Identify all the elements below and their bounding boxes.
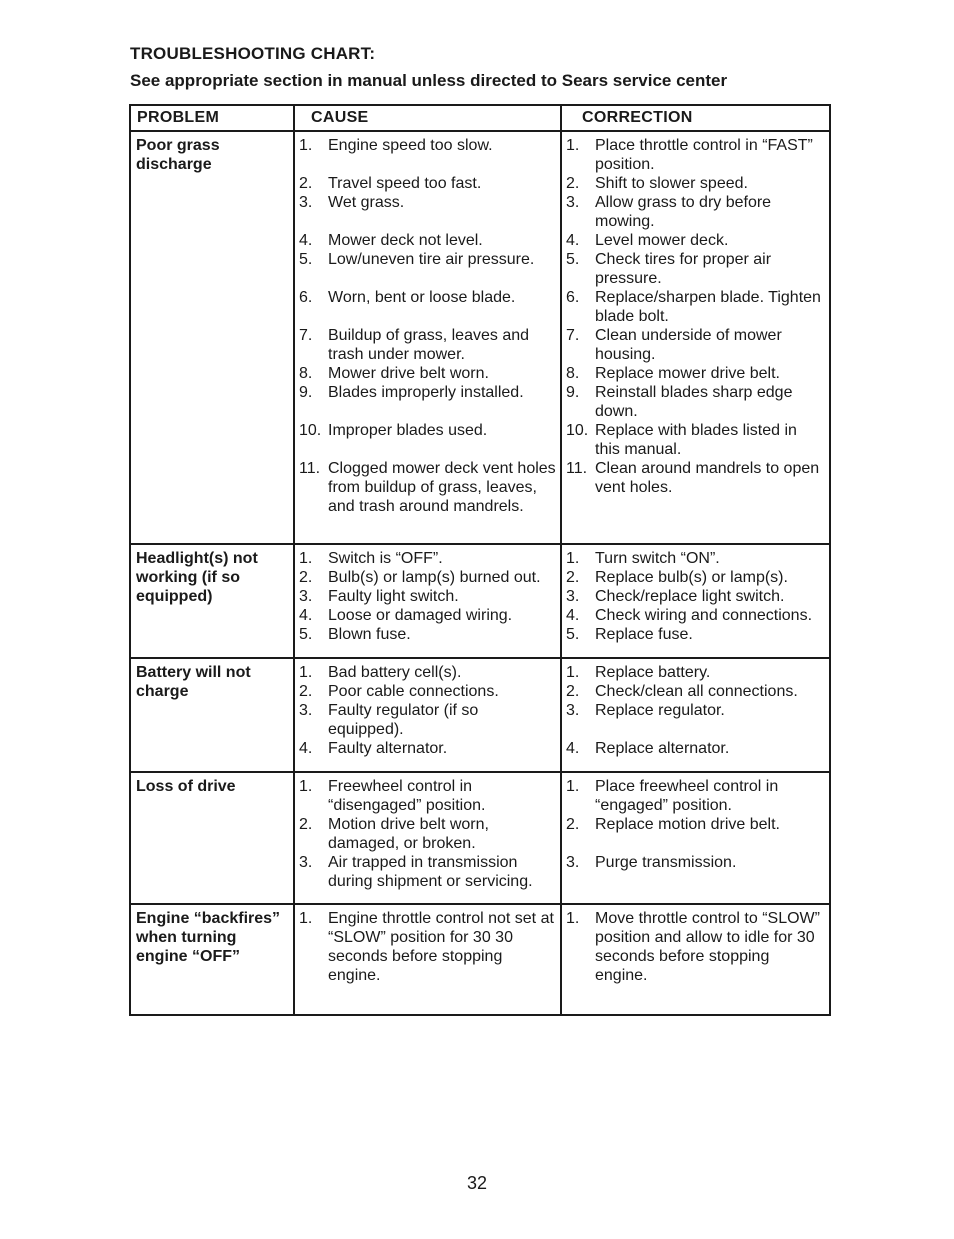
table-row xyxy=(130,772,830,904)
item-text: Shift to slower speed. xyxy=(595,175,748,192)
cause-cell xyxy=(294,772,561,904)
item-text: Switch is “OFF”. xyxy=(328,550,443,567)
cause-list xyxy=(299,663,556,758)
item-number: 3. xyxy=(566,854,580,871)
list-item xyxy=(299,815,556,853)
cause-list xyxy=(299,777,556,891)
list-item xyxy=(566,459,825,497)
item-number: 11. xyxy=(299,460,321,477)
item-text: Level mower deck. xyxy=(595,232,729,249)
item-text: Clogged mower deck vent holes from buildup of grass, leaves, and trash around mandrels. xyxy=(328,460,556,515)
item-text: Poor cable connections. xyxy=(328,683,499,700)
item-number: 2. xyxy=(566,569,580,586)
item-number: 4. xyxy=(566,607,580,624)
list-item xyxy=(566,606,825,625)
cause-cell xyxy=(294,131,561,544)
correction-cell xyxy=(561,904,830,1015)
column-header-cause: CAUSE xyxy=(294,105,561,131)
column-header-correction: CORRECTION xyxy=(561,105,830,131)
list-item xyxy=(566,383,825,421)
table-row xyxy=(130,904,830,1015)
item-text: Motion drive belt worn, damaged, or broken. xyxy=(328,816,489,852)
item-number: 10. xyxy=(566,422,589,439)
item-text: Improper blades used. xyxy=(328,422,488,439)
item-text: Freewheel control in “disengaged” position. xyxy=(328,778,486,814)
item-text: Air trapped in transmission during shipment or servicing. xyxy=(328,854,533,890)
item-text: Mower deck not level. xyxy=(328,232,483,249)
item-number: 7. xyxy=(299,327,313,344)
list-item xyxy=(299,364,556,383)
item-text: Faulty regulator (if so equipped). xyxy=(328,702,479,738)
item-number: 10. xyxy=(299,422,322,439)
correction-cell xyxy=(561,772,830,904)
list-item xyxy=(566,174,825,193)
list-item xyxy=(299,739,556,758)
item-number: 4. xyxy=(299,232,313,249)
list-item xyxy=(566,136,825,174)
list-item xyxy=(299,625,556,644)
table-row xyxy=(130,544,830,658)
list-item xyxy=(299,421,556,440)
item-text: Replace battery. xyxy=(595,664,711,681)
item-number: 1. xyxy=(299,550,313,567)
cause-cell xyxy=(294,544,561,658)
item-number: 5. xyxy=(299,251,313,268)
item-text: Move throttle control to “SLOW” position and allow to idle for 30 seconds before stopping engine. xyxy=(595,910,820,984)
item-number: 4. xyxy=(299,607,313,624)
item-text: Buildup of grass, leaves and trash under mower. xyxy=(328,327,530,363)
column-header-problem: PROBLEM xyxy=(130,105,294,131)
item-text: Blown fuse. xyxy=(328,626,411,643)
table-header-row xyxy=(130,105,830,131)
list-item xyxy=(299,853,556,891)
item-number: 8. xyxy=(566,365,580,382)
item-number: 5. xyxy=(566,626,580,643)
list-item xyxy=(299,549,556,568)
correction-cell xyxy=(561,544,830,658)
item-text: Bad battery cell(s). xyxy=(328,664,462,681)
item-number: 2. xyxy=(299,683,313,700)
item-text: Low/uneven tire air pressure. xyxy=(328,251,535,268)
item-number: 2. xyxy=(566,683,580,700)
item-text: Replace/sharpen blade. Tighten blade bolt. xyxy=(595,289,821,325)
cause-list xyxy=(299,909,556,985)
item-number: 3. xyxy=(299,854,313,871)
item-number: 1. xyxy=(566,137,580,154)
cause-cell xyxy=(294,658,561,772)
table-body xyxy=(130,131,830,1015)
list-item xyxy=(566,549,825,568)
item-number: 3. xyxy=(566,588,580,605)
problem-cell: Engine “backfires” when turning engine “OFF” xyxy=(130,904,294,1015)
list-item xyxy=(299,326,556,364)
item-number: 1. xyxy=(299,664,313,681)
item-text: Replace with blades listed in this manual. xyxy=(595,422,797,458)
item-number: 7. xyxy=(566,327,580,344)
list-item xyxy=(299,288,556,307)
list-item xyxy=(299,193,556,212)
correction-list xyxy=(566,777,825,872)
correction-list xyxy=(566,549,825,644)
correction-list xyxy=(566,136,825,497)
correction-list xyxy=(566,663,825,758)
cause-cell xyxy=(294,904,561,1015)
item-number: 4. xyxy=(566,740,580,757)
list-item xyxy=(299,587,556,606)
correction-cell xyxy=(561,658,830,772)
problem-cell: Headlight(s) not working (if so equipped) xyxy=(130,544,294,658)
table-row xyxy=(130,658,830,772)
page-number: 32 xyxy=(466,1173,488,1193)
item-number: 6. xyxy=(299,289,313,306)
list-item xyxy=(299,909,556,985)
list-item xyxy=(566,815,825,834)
item-number: 1. xyxy=(566,778,580,795)
item-text: Replace alternator. xyxy=(595,740,730,757)
list-item xyxy=(299,701,556,739)
problem-cell: Loss of drive xyxy=(130,772,294,904)
item-text: Travel speed too fast. xyxy=(328,175,482,192)
item-number: 1. xyxy=(566,664,580,681)
list-item xyxy=(299,568,556,587)
item-text: Bulb(s) or lamp(s) burned out. xyxy=(328,569,541,586)
item-text: Clean underside of mower housing. xyxy=(595,327,782,363)
list-item xyxy=(566,663,825,682)
item-text: Replace regulator. xyxy=(595,702,725,719)
item-number: 6. xyxy=(566,289,580,306)
item-number: 1. xyxy=(299,910,313,927)
item-text: Replace motion drive belt. xyxy=(595,816,780,833)
item-text: Purge transmission. xyxy=(595,854,737,871)
item-number: 2. xyxy=(566,175,580,192)
item-text: Check/clean all connections. xyxy=(595,683,798,700)
item-number: 8. xyxy=(299,365,313,382)
list-item xyxy=(566,231,825,250)
item-text: Check/replace light switch. xyxy=(595,588,785,605)
item-text: Check tires for proper air pressure. xyxy=(595,251,772,287)
correction-cell xyxy=(561,131,830,544)
item-text: Allow grass to dry before mowing. xyxy=(595,194,772,230)
list-item xyxy=(299,682,556,701)
list-item xyxy=(566,909,825,985)
item-number: 3. xyxy=(299,702,313,719)
item-text: Clean around mandrels to open vent holes. xyxy=(595,460,820,496)
list-item xyxy=(566,326,825,364)
item-number: 11. xyxy=(566,460,588,477)
list-item xyxy=(566,587,825,606)
item-text: Faulty light switch. xyxy=(328,588,459,605)
item-number: 2. xyxy=(566,816,580,833)
list-item xyxy=(566,250,825,288)
item-number: 4. xyxy=(566,232,580,249)
item-text: Check wiring and connections. xyxy=(595,607,813,624)
list-item xyxy=(566,701,825,720)
item-number: 3. xyxy=(299,588,313,605)
item-text: Loose or damaged wiring. xyxy=(328,607,513,624)
table-row xyxy=(130,131,830,544)
item-number: 1. xyxy=(566,550,580,567)
item-number: 2. xyxy=(299,816,313,833)
item-text: Mower drive belt worn. xyxy=(328,365,489,382)
item-text: Replace bulb(s) or lamp(s). xyxy=(595,569,788,586)
item-text: Place freewheel control in “engaged” position. xyxy=(595,778,779,814)
item-text: Worn, bent or loose blade. xyxy=(328,289,516,306)
item-text: Replace mower drive belt. xyxy=(595,365,780,382)
item-text: Place throttle control in “FAST” position. xyxy=(595,137,813,173)
item-number: 3. xyxy=(566,194,580,211)
item-number: 5. xyxy=(299,626,313,643)
list-item xyxy=(566,568,825,587)
troubleshooting-table xyxy=(129,104,831,1016)
list-item xyxy=(299,231,556,250)
item-number: 5. xyxy=(566,251,580,268)
list-item xyxy=(566,853,825,872)
item-text: Faulty alternator. xyxy=(328,740,448,757)
list-item xyxy=(299,383,556,402)
item-text: Replace fuse. xyxy=(595,626,693,643)
item-number: 1. xyxy=(566,910,580,927)
item-number: 2. xyxy=(299,569,313,586)
item-text: Engine speed too slow. xyxy=(328,137,493,154)
list-item xyxy=(299,136,556,155)
list-item xyxy=(566,739,825,758)
problem-cell: Battery will not charge xyxy=(130,658,294,772)
correction-list xyxy=(566,909,825,985)
item-text: Reinstall blades sharp edge down. xyxy=(595,384,793,420)
list-item xyxy=(566,625,825,644)
item-text: Engine throttle control not set at “SLOW” position for 30 30 seconds before stopping engine. xyxy=(328,910,554,984)
list-item xyxy=(299,250,556,269)
list-item xyxy=(566,364,825,383)
item-number: 9. xyxy=(566,384,580,401)
list-item xyxy=(566,777,825,815)
item-number: 3. xyxy=(566,702,580,719)
chart-title: TROUBLESHOOTING CHART: xyxy=(130,44,376,63)
list-item xyxy=(299,606,556,625)
item-number: 2. xyxy=(299,175,313,192)
list-item xyxy=(299,663,556,682)
list-item xyxy=(299,777,556,815)
item-text: Blades improperly installed. xyxy=(328,384,524,401)
item-number: 1. xyxy=(299,778,313,795)
list-item xyxy=(299,174,556,193)
list-item xyxy=(566,288,825,326)
item-number: 3. xyxy=(299,194,313,211)
problem-cell: Poor grass discharge xyxy=(130,131,294,544)
chart-subtitle: See appropriate section in manual unless directed to Sears service center xyxy=(130,71,728,90)
list-item xyxy=(299,459,556,516)
list-item xyxy=(566,193,825,231)
list-item xyxy=(566,682,825,701)
item-number: 4. xyxy=(299,740,313,757)
item-text: Wet grass. xyxy=(328,194,405,211)
cause-list xyxy=(299,549,556,644)
item-number: 9. xyxy=(299,384,313,401)
list-item xyxy=(566,421,825,459)
cause-list xyxy=(299,136,556,516)
item-text: Turn switch “ON”. xyxy=(595,550,720,567)
item-number: 1. xyxy=(299,137,313,154)
